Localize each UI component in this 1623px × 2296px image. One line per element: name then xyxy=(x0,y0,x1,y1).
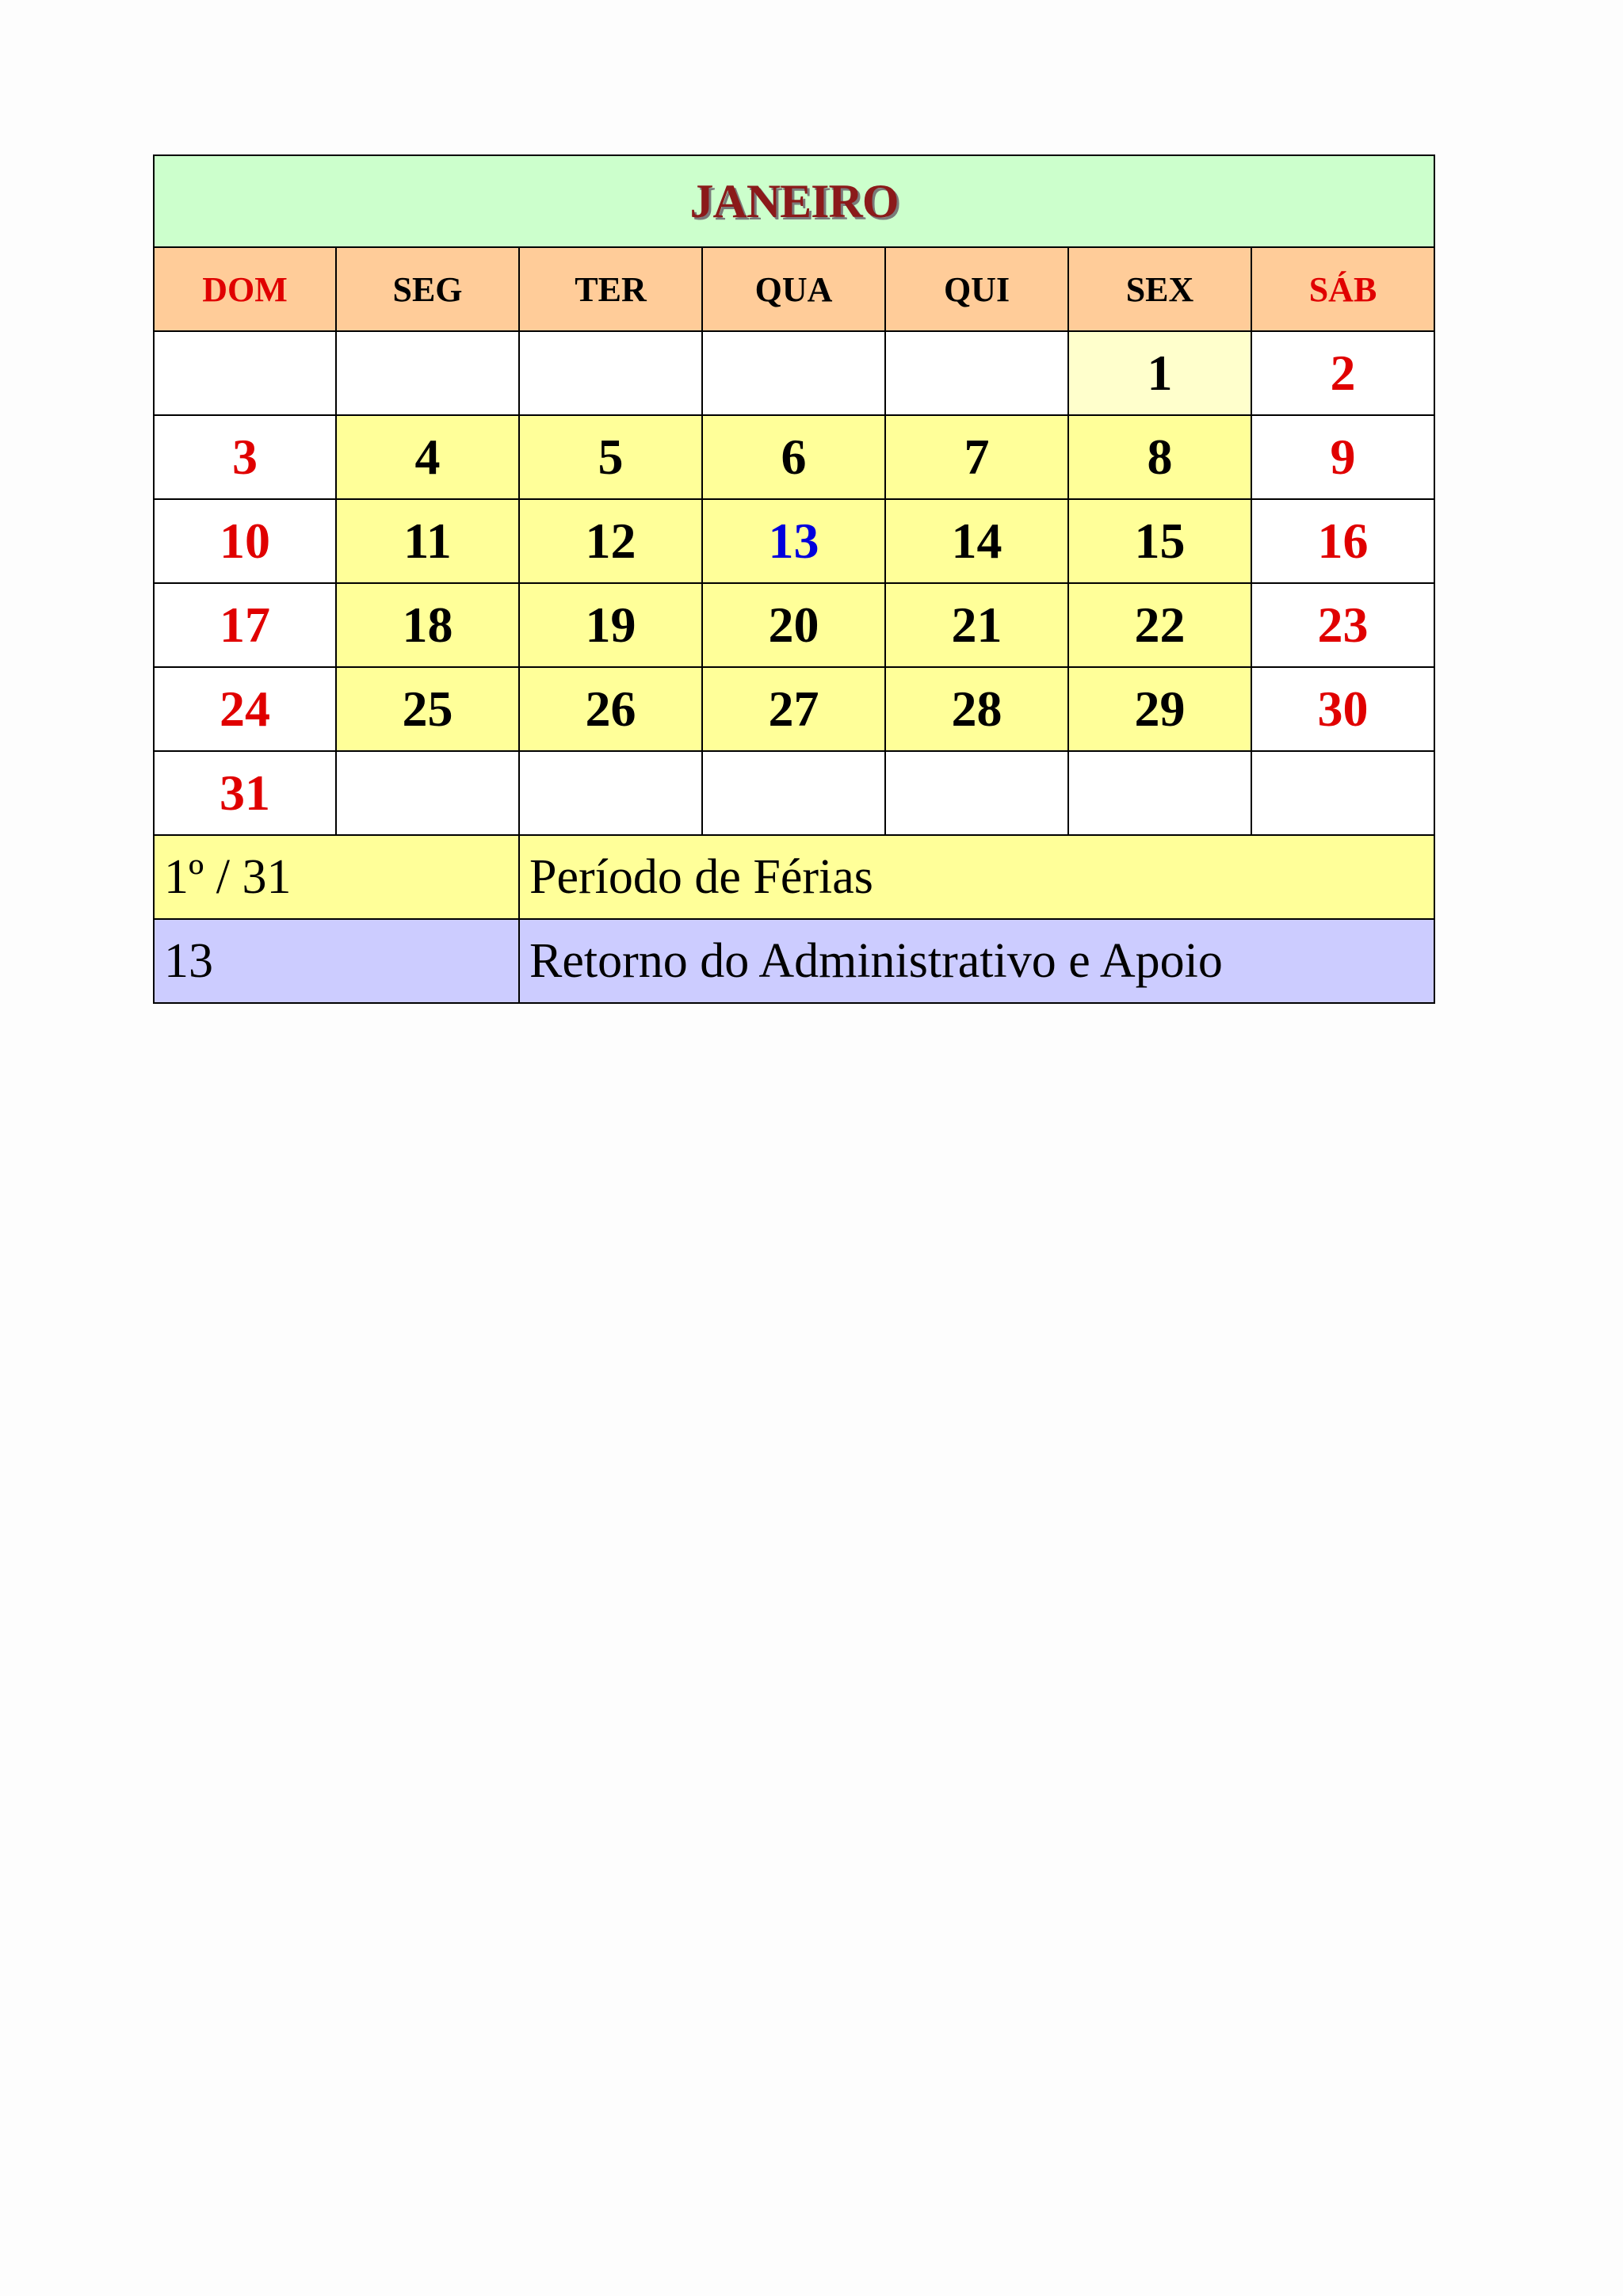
week-row xyxy=(154,499,1434,583)
day-cell-highlighted: 13 xyxy=(702,499,885,583)
day-cell: 31 xyxy=(154,751,336,835)
day-cell: 11 xyxy=(336,499,519,583)
legend-row-return xyxy=(154,919,1434,1003)
week-row xyxy=(154,667,1434,751)
calendar-table xyxy=(153,154,1435,1004)
week-row xyxy=(154,331,1434,415)
day-cell xyxy=(519,331,702,415)
day-cell: 4 xyxy=(336,415,519,499)
day-cell xyxy=(1068,751,1251,835)
day-cell xyxy=(1251,751,1434,835)
day-cell xyxy=(885,331,1068,415)
day-cell: 28 xyxy=(885,667,1068,751)
day-cell: 22 xyxy=(1068,583,1251,667)
week-row xyxy=(154,415,1434,499)
day-cell: 14 xyxy=(885,499,1068,583)
day-cell xyxy=(702,331,885,415)
day-cell xyxy=(336,331,519,415)
weekday-header-row xyxy=(154,247,1434,331)
day-cell: 12 xyxy=(519,499,702,583)
week-row xyxy=(154,583,1434,667)
weekday-wed: QUA xyxy=(702,247,885,331)
weekday-sun: DOM xyxy=(154,247,336,331)
weekday-mon: SEG xyxy=(336,247,519,331)
day-cell: 19 xyxy=(519,583,702,667)
day-cell: 27 xyxy=(702,667,885,751)
day-cell: 25 xyxy=(336,667,519,751)
week-row xyxy=(154,751,1434,835)
day-cell: 9 xyxy=(1251,415,1434,499)
day-cell: 16 xyxy=(1251,499,1434,583)
day-cell: 8 xyxy=(1068,415,1251,499)
day-cell xyxy=(336,751,519,835)
day-cell xyxy=(154,331,336,415)
legend-description: Período de Férias xyxy=(519,835,1434,919)
day-cell: 2 xyxy=(1251,331,1434,415)
legend-date: 13 xyxy=(154,919,519,1003)
day-cell: 5 xyxy=(519,415,702,499)
legend-description: Retorno do Administrativo e Apoio xyxy=(519,919,1434,1003)
day-cell xyxy=(519,751,702,835)
day-cell xyxy=(702,751,885,835)
day-cell: 3 xyxy=(154,415,336,499)
legend-date: 1º / 31 xyxy=(154,835,519,919)
day-cell: 18 xyxy=(336,583,519,667)
weekday-thu: QUI xyxy=(885,247,1068,331)
day-cell: 26 xyxy=(519,667,702,751)
day-cell: 10 xyxy=(154,499,336,583)
day-cell: 20 xyxy=(702,583,885,667)
weekday-fri: SEX xyxy=(1068,247,1251,331)
day-cell: 23 xyxy=(1251,583,1434,667)
day-cell: 29 xyxy=(1068,667,1251,751)
day-cell: 17 xyxy=(154,583,336,667)
day-cell: 1 xyxy=(1068,331,1251,415)
weekday-sat: SÁB xyxy=(1251,247,1434,331)
day-cell: 6 xyxy=(702,415,885,499)
weekday-tue: TER xyxy=(519,247,702,331)
day-cell: 24 xyxy=(154,667,336,751)
month-title: JANEIRO xyxy=(154,155,1434,247)
day-cell: 30 xyxy=(1251,667,1434,751)
day-cell: 15 xyxy=(1068,499,1251,583)
legend-row-vacation xyxy=(154,835,1434,919)
day-cell: 7 xyxy=(885,415,1068,499)
day-cell xyxy=(885,751,1068,835)
day-cell: 21 xyxy=(885,583,1068,667)
